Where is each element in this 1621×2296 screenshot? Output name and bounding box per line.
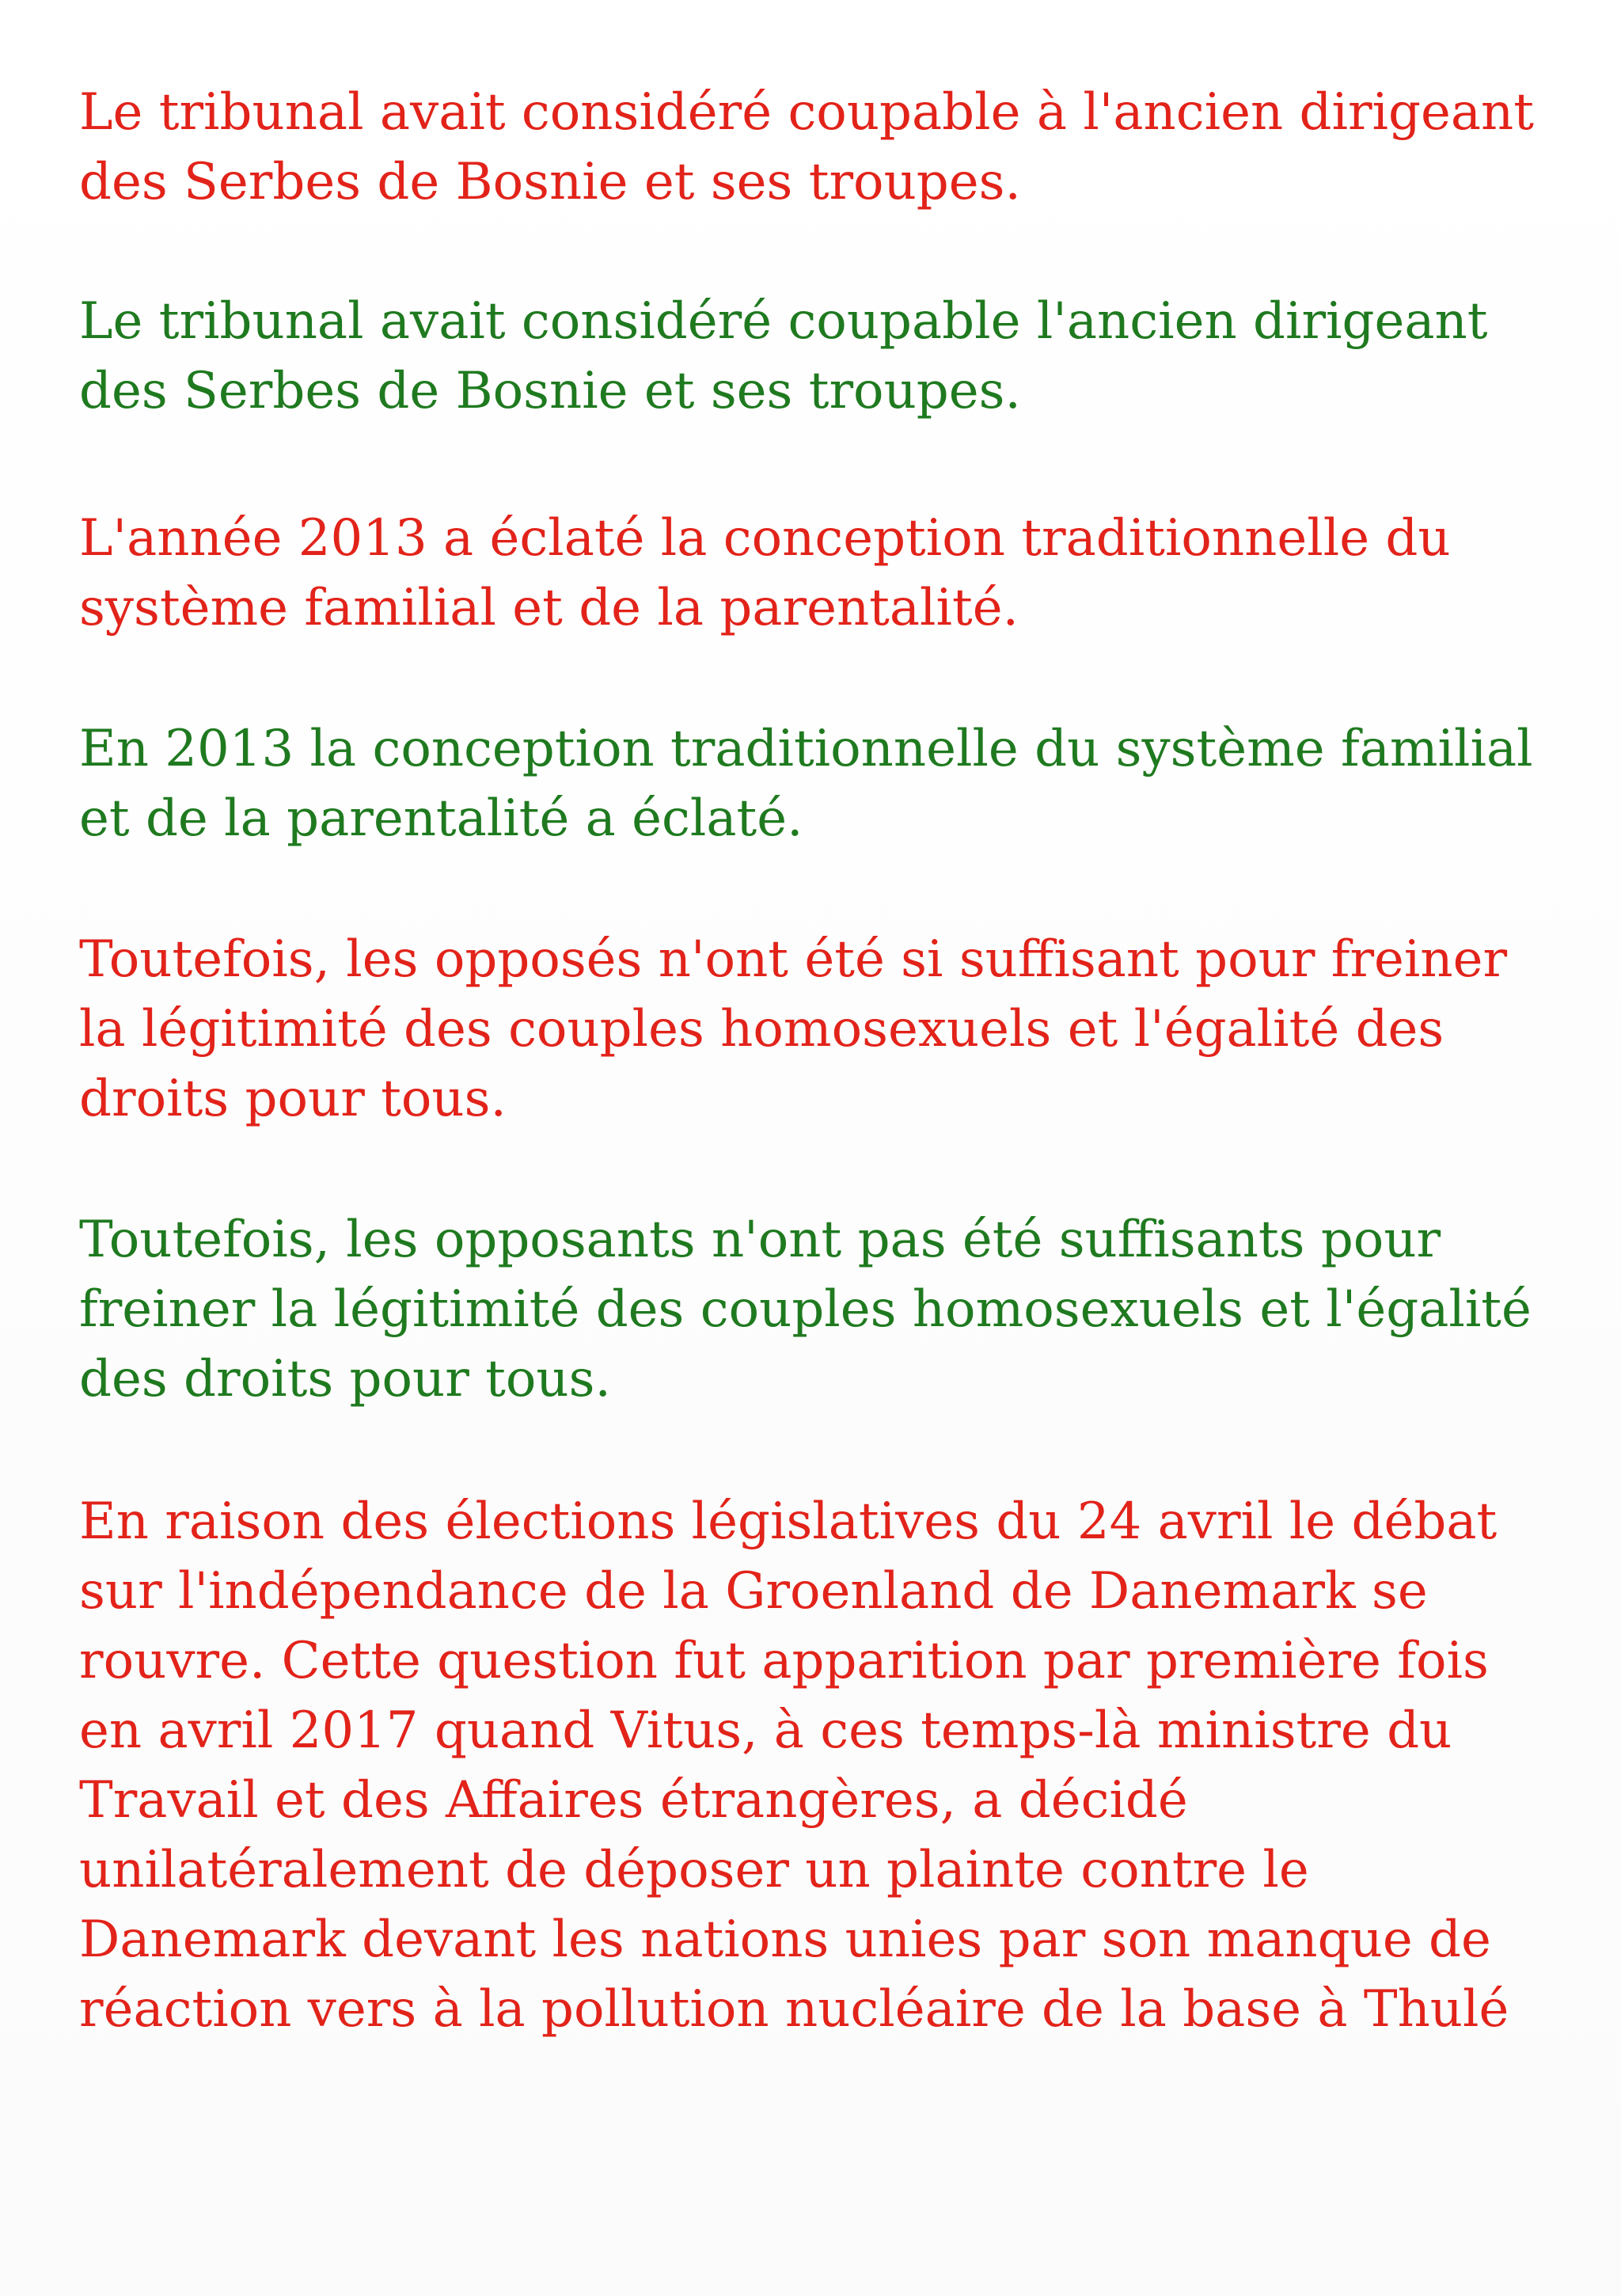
text-line: Travail et des Affaires étrangères, a décidé: [79, 1771, 1188, 1830]
text-line: Danemark devant les nations unies par son manque de: [79, 1910, 1491, 1969]
text-line: unilatéralement de déposer un plainte contre le: [79, 1841, 1309, 1899]
text-line: freiner la légitimité des couples homosexuels et l'égalité: [79, 1280, 1532, 1339]
paragraph-correct-1: [79, 287, 1567, 426]
text-line: rouvre. Cette question fut apparition par première fois: [79, 1632, 1489, 1690]
text-line: la légitimité des couples homosexuels et l'égalité des: [79, 1000, 1444, 1059]
text-line: Toutefois, les opposés n'ont été si suffisant pour freiner: [79, 930, 1508, 989]
paragraph-incorrect-4: [79, 1487, 1567, 2044]
text-line: En 2013 la conception traditionnelle du système familial: [79, 720, 1533, 778]
text-line: et de la parentalité a éclaté.: [79, 789, 803, 848]
text-line: Le tribunal avait considéré coupable l'ancien dirigeant: [79, 292, 1488, 351]
paragraph-incorrect-2: [79, 504, 1567, 643]
paragraph-correct-3: [79, 1205, 1567, 1414]
text-line: droits pour tous.: [79, 1070, 507, 1128]
paragraph-incorrect-3: [79, 925, 1567, 1134]
paragraph-incorrect-1: [79, 78, 1567, 217]
text-line: Le tribunal avait considéré coupable à l'ancien dirigeant: [79, 83, 1534, 142]
paragraph-correct-2: [79, 714, 1567, 853]
text-line: des droits pour tous.: [79, 1350, 611, 1408]
text-line: L'année 2013 a éclaté la conception traditionnelle du: [79, 509, 1451, 568]
text-line: sur l'indépendance de la Groenland de Danemark se: [79, 1562, 1428, 1621]
text-line: des Serbes de Bosnie et ses troupes.: [79, 153, 1021, 211]
text-line: réaction vers à la pollution nucléaire de la base à Thulé: [79, 1980, 1509, 2039]
text-line: système familial et de la parentalité.: [79, 579, 1019, 637]
text-line: en avril 2017 quand Vitus, à ces temps-là ministre du: [79, 1701, 1452, 1760]
text-line: Toutefois, les opposants n'ont pas été suffisants pour: [79, 1211, 1441, 1269]
text-line: des Serbes de Bosnie et ses troupes.: [79, 362, 1021, 420]
text-line: En raison des élections législatives du 24 avril le débat: [79, 1492, 1498, 1551]
